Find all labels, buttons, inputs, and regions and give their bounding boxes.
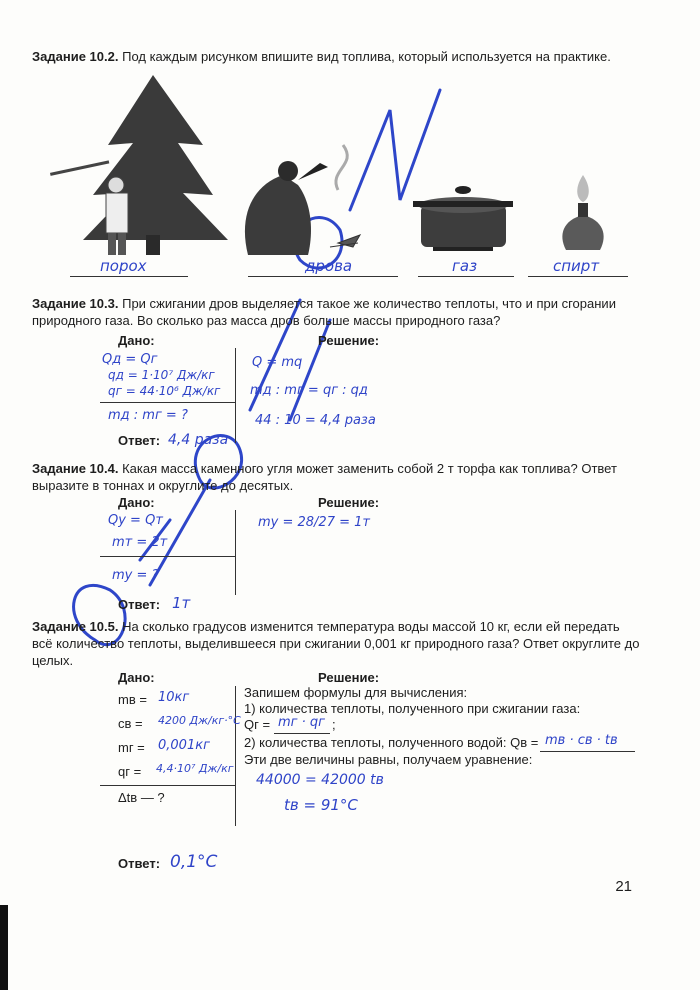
task-10-4 xyxy=(32,460,642,494)
given-label: mг = xyxy=(118,740,145,755)
fuel-answer-alcohol: спирт xyxy=(553,257,600,275)
answer-line xyxy=(418,276,514,277)
answer-label: Ответ: xyxy=(118,433,161,448)
answer-label: Ответ: xyxy=(118,856,161,871)
solution-line: 44 : 10 = 4,4 раза xyxy=(255,413,376,428)
answer-line xyxy=(70,276,188,277)
task-10-3 xyxy=(32,295,642,329)
workbook-page: Задание 10.2. Под каждым рисунком впишите вид топлива, который используется на практике. порох дрова газ спирт Задание 10.3. При сжигании дров выделяется такое же количество теплоты, что и при сгорании природного газа. Во сколько раз масса дров больше массы природного газа? Дано: Решение: Qд = Qг qд = 1·10⁷ Дж/кг qг = 44·10⁶ Дж/кг mд : mг = ? Q = mq mд : mг = qг : qд 44 : 10 = 4,4 раза Ответ: 4,4 раза Задание 10.4. Какая масса каменного угля может заменить собой 2 т торфа как топлива? Ответ выразите в тоннах и округлите до десятых. Дано: Решение: Qу = Qт mт = 2т mу = ? mу = 28/27 = 1т Ответ: 1т Задание 10.5. На сколько градусов изменится температура воды массой 10 кг, если ей передать всё количество теплоты, выделившееся при сжигании 0,001 кг природного газа? Ответ округлите до целых. Дано: Решение: mв = cв = mг = qг = Δtв — ? 10кг 4200 Дж/кг·°С 0,001кг 4,4·10⁷ Дж/кг Запишем формулы для вычисления: 1) количества теплоты, полученного при сжигании газа: Qг = mг · qг ; 2) количества теплоты, полученного водой: Qв = mв · cв · tв Эти две величины равны, получаем уравнение: 44000 = 42000 tв tв = 91°С Ответ: 0,1°С 21 xyxy=(0,0,700,990)
task-label: Задание 10.3. xyxy=(32,296,119,311)
task-text: Под каждым рисунком впишите вид топлива, который используется на практике. xyxy=(122,49,611,64)
given-line: qг = 44·10⁶ Дж/кг xyxy=(108,384,221,398)
given-unknown: Δtв — ? xyxy=(118,790,165,805)
given-line: Qд = Qг xyxy=(102,352,158,367)
gas-stove-illustration xyxy=(413,186,513,251)
task-text: При сжигании дров выделяется такое же количество теплоты, что и при сгорании природного газа. Во сколько раз масса дров больше массы природного газа? xyxy=(32,296,616,328)
answer-value: 0,1°С xyxy=(170,852,218,872)
answer-value: 4,4 раза xyxy=(168,432,229,448)
given-title: Дано: xyxy=(118,495,155,510)
solution-q-gas-label: Qг = xyxy=(244,717,271,732)
task-10-5 xyxy=(32,618,642,669)
given-label: cв = xyxy=(118,716,143,731)
solution-line: mд : mг = qг : qд xyxy=(250,383,368,398)
solution-title: Решение: xyxy=(318,670,380,685)
solution-line: Q = mq xyxy=(252,355,303,370)
solution-step-1: 1) количества теплоты, полученного при сжигании газа: xyxy=(244,701,581,716)
given-value: 0,001кг xyxy=(158,738,210,753)
task-label: Задание 10.4. xyxy=(32,461,119,476)
solution-title: Решение: xyxy=(318,495,380,510)
answer-line xyxy=(248,276,398,277)
solution-q-water-value: mв · cв · tв xyxy=(545,733,618,748)
solution-intro: Запишем формулы для вычисления: xyxy=(244,685,468,700)
fuel-illustrations xyxy=(38,75,638,270)
solution-equation: 44000 = 42000 tв xyxy=(256,772,384,788)
given-separator xyxy=(100,402,236,403)
given-title: Дано: xyxy=(118,333,155,348)
page-number: 21 xyxy=(615,878,632,895)
given-separator xyxy=(100,556,236,557)
spirit-lamp-illustration xyxy=(562,175,603,250)
given-unknown: mу = ? xyxy=(112,568,159,583)
solution-title: Решение: xyxy=(318,333,380,348)
given-value: 4,4·10⁷ Дж/кг xyxy=(156,762,234,775)
solution-step-2: 2) количества теплоты, полученного водой: Qв = xyxy=(244,735,539,750)
given-value: 4200 Дж/кг·°С xyxy=(158,714,241,727)
given-line: qд = 1·10⁷ Дж/кг xyxy=(108,368,215,382)
fuel-answer-gunpowder: порох xyxy=(100,257,147,275)
table-divider xyxy=(235,348,236,443)
fuel-answer-gas: газ xyxy=(452,257,478,275)
task-text: На сколько градусов изменится температура воды массой 10 кг, если ей передать всё количество теплоты, выделившееся при сжигании 0,001 кг природного газа? Ответ округлите до целых. xyxy=(32,619,640,668)
given-label: mв = xyxy=(118,692,147,707)
table-divider xyxy=(235,686,236,826)
given-label: qг = xyxy=(118,764,142,779)
solution-equal-text: Эти две величины равны, получаем уравнение: xyxy=(244,752,533,767)
given-line: Qу = Qт xyxy=(108,513,163,528)
task-label: Задание 10.2. xyxy=(32,49,119,64)
table-divider xyxy=(235,510,236,595)
solution-q-gas-value: mг · qг xyxy=(278,715,325,730)
given-title: Дано: xyxy=(118,670,155,685)
solution-result: tв = 91°С xyxy=(284,796,358,814)
given-unknown: mд : mг = ? xyxy=(108,408,188,423)
answer-label: Ответ: xyxy=(118,597,161,612)
campfire-illustration xyxy=(245,145,360,255)
solution-line: mу = 28/27 = 1т xyxy=(258,515,370,530)
answer-line xyxy=(528,276,628,277)
given-separator xyxy=(100,785,236,786)
task-10-2 xyxy=(32,48,642,65)
fuel-answer-firewood: дрова xyxy=(305,257,353,275)
task-label: Задание 10.5. xyxy=(32,619,119,634)
task-text: Какая масса каменного угля может заменить собой 2 т торфа как топлива? Ответ выразите в тоннах и округлите до десятых. xyxy=(32,461,617,493)
given-value: 10кг xyxy=(158,690,190,705)
answer-value: 1т xyxy=(172,594,191,612)
fir-tree-illustration xyxy=(83,75,228,255)
scan-edge xyxy=(0,905,8,990)
given-line: mт = 2т xyxy=(112,535,168,550)
